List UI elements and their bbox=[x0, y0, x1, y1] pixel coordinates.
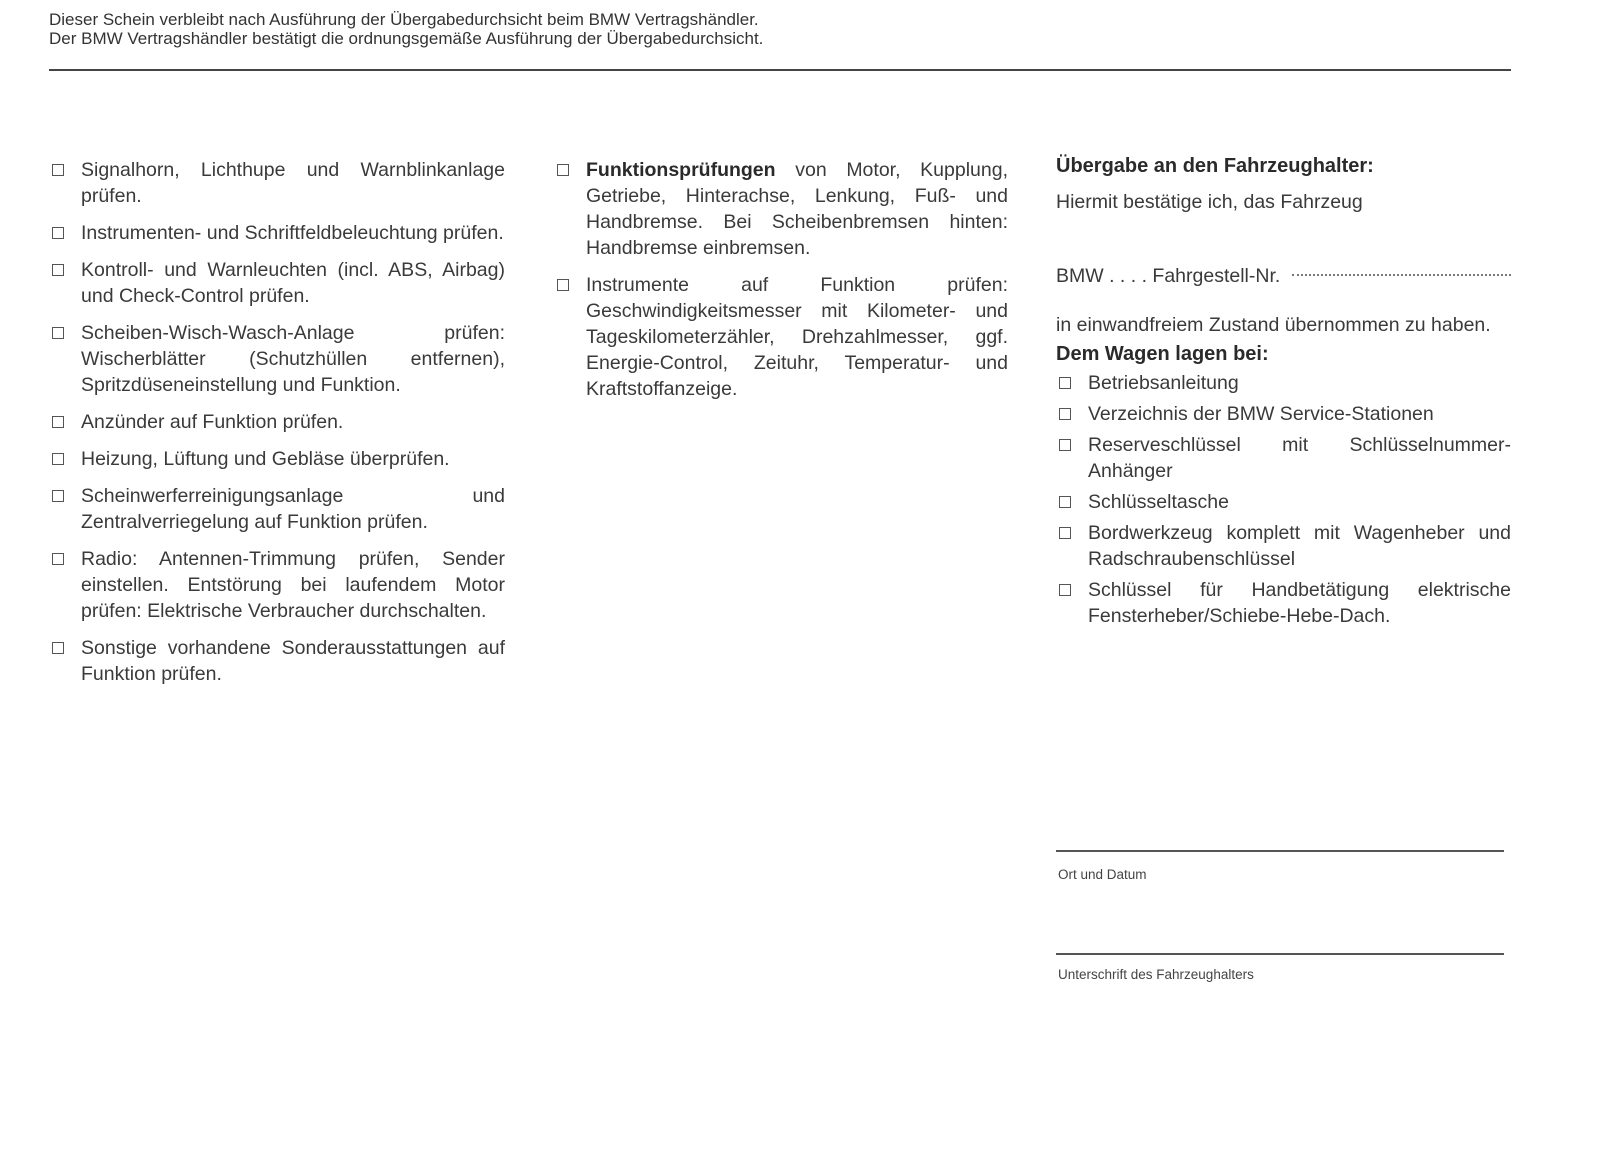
header-divider bbox=[49, 69, 1511, 71]
signature-label: Unterschrift des Fahrzeughalters bbox=[1058, 967, 1254, 982]
vin-row bbox=[1056, 263, 1511, 289]
header-notice bbox=[49, 10, 1149, 48]
included-item-text: Bordwerkzeug komplett mit Wagenheber und Radschraubenschlüssel bbox=[1088, 522, 1511, 570]
header-line-1: Dieser Schein verbleibt nach Ausführung der Übergabedurchsicht beim BMW Vertragshändler. bbox=[49, 10, 759, 29]
checkbox[interactable] bbox=[1059, 496, 1071, 508]
checklist-item bbox=[49, 635, 505, 687]
checkbox[interactable] bbox=[52, 264, 64, 276]
checkbox[interactable] bbox=[52, 453, 64, 465]
included-item bbox=[1056, 489, 1511, 515]
checkbox[interactable] bbox=[52, 164, 64, 176]
checklist-item bbox=[554, 272, 1008, 402]
checklist-item-text: Instrumente auf Funktion prüfen: Geschwindigkeitsmesser mit Kilometer- und Tageskilometerzähler, Drehzahlmesser, ggf. Energie-Control, Zeituhr, Temperatur- und Kraftstoffanzeige. bbox=[586, 274, 1008, 400]
checklist-item-text: Instrumenten- und Schriftfeldbeleuchtung prüfen. bbox=[81, 222, 504, 244]
checklist-item-text: von Motor, Kupplung, Getriebe, Hinterachse, Lenkung, Fuß- und Handbremse. Bei Scheibenbremsen hinten: Handbremse einbremsen. bbox=[586, 159, 1008, 259]
checklist-item-text: Radio: Antennen-Trimmung prüfen, Sender einstellen. Entstörung bei laufendem Motor prüfen: Elektrische Verbraucher durchschalten. bbox=[81, 548, 505, 622]
checklist-item-text: Kontroll- und Warnleuchten (incl. ABS, Airbag) und Check-Control prüfen. bbox=[81, 259, 505, 307]
vin-label: BMW . . . . Fahrgestell-Nr. bbox=[1056, 265, 1281, 287]
checkbox[interactable] bbox=[1059, 377, 1071, 389]
inspection-checklist-column-2 bbox=[554, 157, 1008, 413]
checklist-item-text: Heizung, Lüftung und Gebläse überprüfen. bbox=[81, 448, 450, 470]
checkbox[interactable] bbox=[1059, 439, 1071, 451]
included-item-text: Reserveschlüssel mit Schlüsselnummer-Anhänger bbox=[1088, 434, 1511, 482]
handover-heading: Übergabe an den Fahrzeughalter: bbox=[1056, 155, 1374, 177]
checkbox[interactable] bbox=[1059, 584, 1071, 596]
checklist-item-text: Scheinwerferreinigungsanlage und Zentralverriegelung auf Funktion prüfen. bbox=[81, 485, 505, 533]
checklist-item-text: Scheiben-Wisch-Wasch-Anlage prüfen: Wischerblätter (Schutzhüllen entfernen), Spritzdüseneinstellung und Funktion. bbox=[81, 322, 505, 396]
included-item bbox=[1056, 401, 1511, 427]
checklist-item bbox=[49, 446, 505, 472]
checklist-item bbox=[49, 546, 505, 624]
signature-line[interactable] bbox=[1056, 953, 1504, 955]
included-item bbox=[1056, 432, 1511, 484]
checkbox[interactable] bbox=[1059, 527, 1071, 539]
inspection-checklist-column-1 bbox=[49, 157, 505, 698]
checklist-item-bold-text: Funktionsprüfungen bbox=[586, 159, 776, 181]
checkbox[interactable] bbox=[52, 642, 64, 654]
confirm-text: Hiermit bestätige ich, das Fahrzeug bbox=[1056, 191, 1363, 213]
vin-fill-field[interactable] bbox=[1292, 273, 1511, 276]
place-date-line[interactable] bbox=[1056, 850, 1504, 852]
included-item-text: Verzeichnis der BMW Service-Stationen bbox=[1088, 403, 1434, 425]
included-item-text: Betriebsanleitung bbox=[1088, 372, 1239, 394]
checklist-item bbox=[49, 257, 505, 309]
checklist-item bbox=[49, 157, 505, 209]
included-item-text: Schlüssel für Handbetätigung elektrische Fensterheber/Schiebe-Hebe-Dach. bbox=[1088, 579, 1511, 627]
checkbox[interactable] bbox=[557, 164, 569, 176]
checklist-item-text: Signalhorn, Lichthupe und Warnblinkanlage prüfen. bbox=[81, 159, 505, 207]
checklist-item bbox=[49, 483, 505, 535]
checklist-item bbox=[49, 220, 505, 246]
checklist-item-text: Sonstige vorhandene Sonderausstattungen auf Funktion prüfen. bbox=[81, 637, 505, 685]
checkbox[interactable] bbox=[1059, 408, 1071, 420]
checklist-item-text: Anzünder auf Funktion prüfen. bbox=[81, 411, 344, 433]
condition-text: in einwandfreiem Zustand übernommen zu haben. bbox=[1056, 314, 1491, 336]
checkbox[interactable] bbox=[52, 553, 64, 565]
included-item bbox=[1056, 520, 1511, 572]
handover-section bbox=[1056, 153, 1511, 634]
checkbox[interactable] bbox=[52, 327, 64, 339]
included-items-heading: Dem Wagen lagen bei: bbox=[1056, 343, 1269, 365]
checkbox[interactable] bbox=[557, 279, 569, 291]
included-item bbox=[1056, 370, 1511, 396]
checklist-item bbox=[554, 157, 1008, 261]
header-line-2: Der BMW Vertragshändler bestätigt die ordnungsgemäße Ausführung der Übergabedurchsicht. bbox=[49, 29, 764, 48]
included-item bbox=[1056, 577, 1511, 629]
included-item-text: Schlüsseltasche bbox=[1088, 491, 1229, 513]
checkbox[interactable] bbox=[52, 490, 64, 502]
checkbox[interactable] bbox=[52, 416, 64, 428]
checkbox[interactable] bbox=[52, 227, 64, 239]
checklist-item bbox=[49, 320, 505, 398]
checklist-item bbox=[49, 409, 505, 435]
place-date-label: Ort und Datum bbox=[1058, 867, 1147, 882]
